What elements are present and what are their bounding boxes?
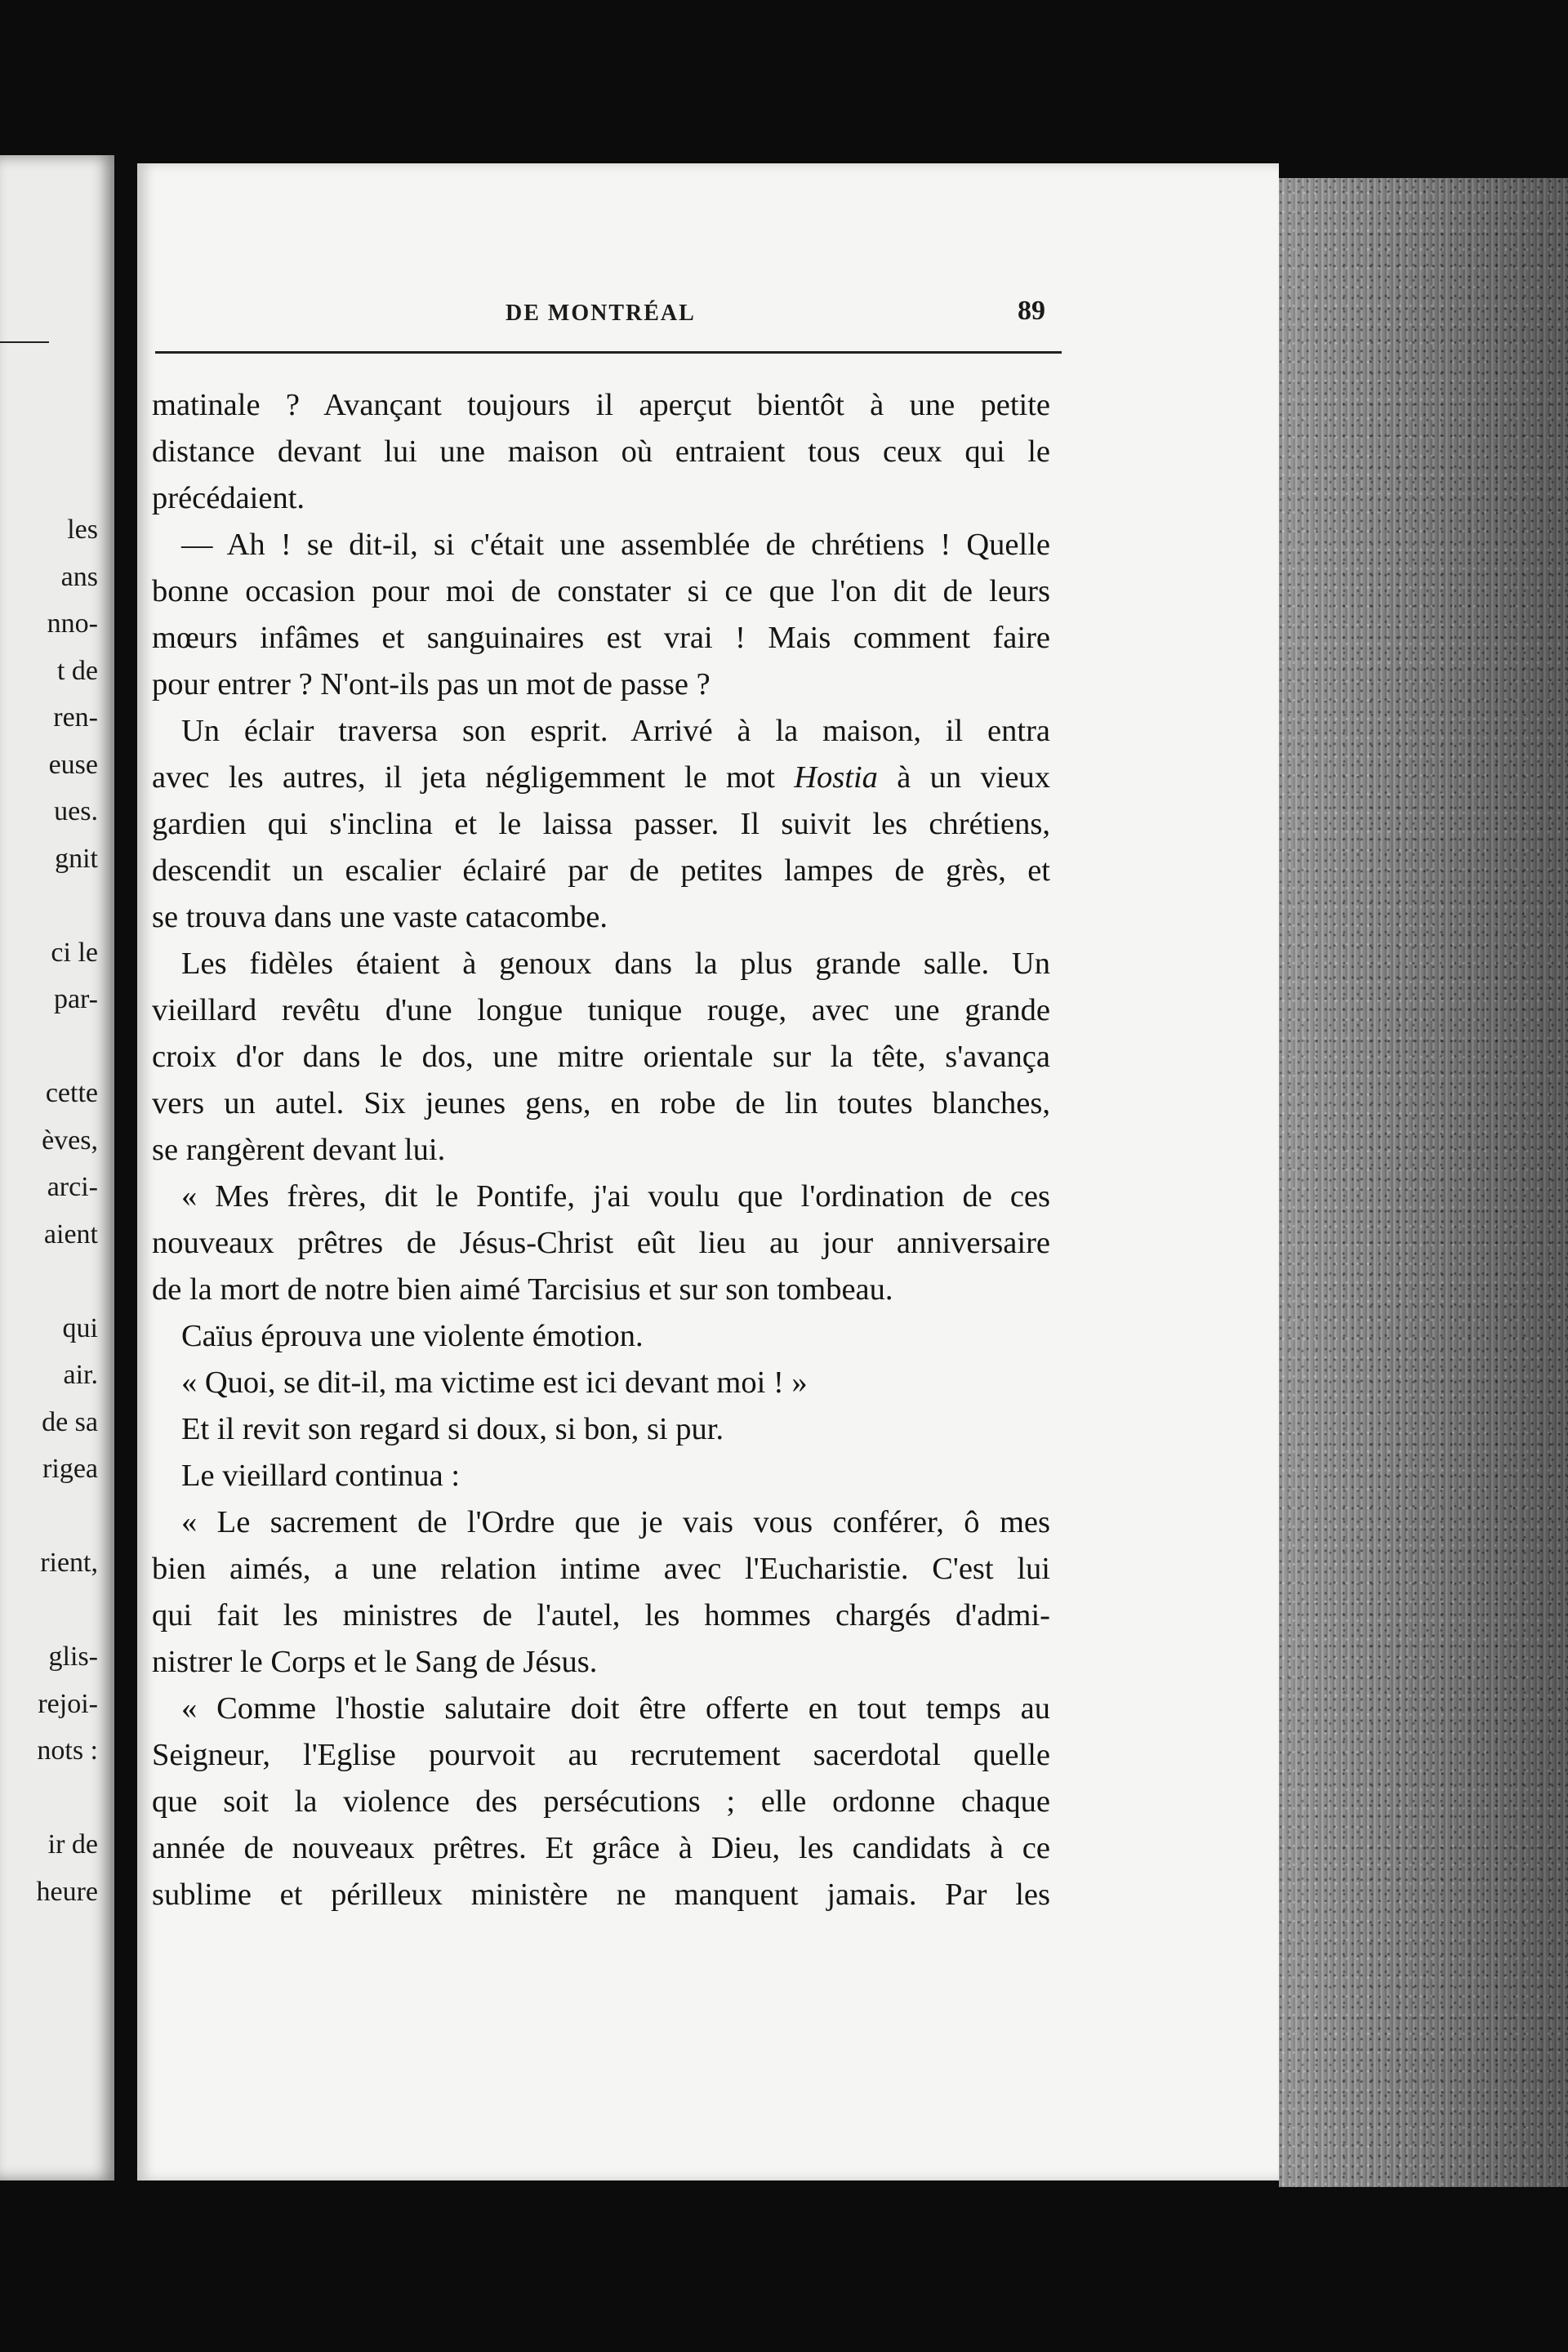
text-line: Caïus éprouva une violente émotion.: [181, 1319, 644, 1353]
text-line: bonne occasion pour moi de constater si ce que l'on dit de leurs: [152, 574, 1050, 608]
left-page-line: par-: [53, 984, 98, 1014]
text-line: Et il revit son regard si doux, si bon, si pur.: [181, 1412, 724, 1446]
text-line: de la mort de notre bien aimé Tarcisius et sur son tombeau.: [152, 1272, 893, 1307]
text-line: précédaient.: [152, 481, 305, 515]
left-page-line: gnit: [55, 844, 98, 874]
text-line: année de nouveaux prêtres. Et grâce à Dieu, les candidats à ce: [152, 1831, 1050, 1865]
text-line: « Comme l'hostie salutaire doit être offerte en tout temps au: [181, 1691, 1050, 1726]
text-line: Seigneur, l'Eglise pourvoit au recrutement sacerdotal quelle: [152, 1738, 1050, 1772]
text-line: gardien qui s'inclina et le laissa passer. Il suivit les chrétiens,: [152, 807, 1050, 841]
text-line: nistrer le Corps et le Sang de Jésus.: [152, 1645, 598, 1679]
text-line: nouveaux prêtres de Jésus-Christ eût lieu au jour anniversaire: [152, 1226, 1050, 1260]
text-line: Les fidèles étaient à genoux dans la plus grande salle. Un: [181, 947, 1050, 981]
text-line: croix d'or dans le dos, une mitre orientale sur la tête, s'avança: [152, 1040, 1050, 1074]
text-line: qui fait les ministres de l'autel, les hommes chargés d'admi-: [152, 1598, 1050, 1633]
book-fore-edge: [1279, 178, 1568, 2187]
text-line: pour entrer ? N'ont-ils pas un mot de passe ?: [152, 667, 710, 702]
left-facing-page: [0, 155, 114, 2180]
left-page-line: glis-: [48, 1642, 98, 1672]
book-page: [137, 163, 1279, 2180]
running-head: DE MONTRÉAL: [506, 301, 696, 326]
left-page-head-rule: [0, 341, 49, 343]
text-segment: à un vieux: [877, 760, 1050, 795]
text-line: sublime et périlleux ministère ne manquent jamais. Par les: [152, 1878, 1050, 1912]
text-segment: avec les autres, il jeta négligemment le mot: [152, 760, 795, 795]
left-page-line: air.: [63, 1360, 98, 1390]
left-page-line: cette: [45, 1078, 98, 1108]
left-page-line: ir de: [47, 1829, 98, 1860]
page-number: 89: [1018, 296, 1045, 326]
left-page-line: ans: [60, 562, 98, 592]
text-line: se trouva dans une vaste catacombe.: [152, 900, 608, 934]
text-line: « Quoi, se dit-il, ma victime est ici devant moi ! »: [181, 1365, 808, 1400]
left-page-line: les: [67, 514, 98, 545]
text-line: Le vieillard continua :: [181, 1459, 461, 1493]
left-page-line: èves,: [42, 1125, 98, 1156]
left-page-line: nots :: [37, 1735, 98, 1766]
left-page-line: arci-: [47, 1172, 98, 1202]
fore-edge-shading: [1279, 178, 1568, 2187]
text-line: « Mes frères, dit le Pontife, j'ai voulu que l'ordination de ces: [181, 1179, 1050, 1214]
text-line: — Ah ! se dit-il, si c'était une assemblée de chrétiens ! Quelle: [181, 528, 1050, 562]
left-page-line: de sa: [42, 1407, 98, 1437]
text-line: mœurs infâmes et sanguinaires est vrai ! Mais comment faire: [152, 621, 1050, 655]
text-line: [152, 755, 1050, 801]
body-text: [152, 382, 1050, 1918]
text-line: bien aimés, a une relation intime avec l'Eucharistie. C'est lui: [152, 1552, 1050, 1586]
left-page-line: rient,: [40, 1548, 98, 1578]
left-page-line: rigea: [42, 1454, 98, 1484]
left-page-line: rejoi-: [38, 1689, 98, 1719]
left-page-line: ues.: [54, 796, 98, 826]
header-rule: [155, 351, 1062, 354]
left-page-line: ci le: [51, 938, 98, 968]
left-page-line: euse: [48, 750, 98, 780]
text-line: que soit la violence des persécutions ; elle ordonne chaque: [152, 1784, 1050, 1819]
text-line: distance devant lui une maison où entraient tous ceux qui le: [152, 434, 1050, 469]
left-page-line: aient: [43, 1219, 98, 1250]
text-line: vieillard revêtu d'une longue tunique rouge, avec une grande: [152, 993, 1050, 1027]
left-page-line: t de: [56, 656, 98, 686]
text-line: vers un autel. Six jeunes gens, en robe de lin toutes blanches,: [152, 1086, 1050, 1120]
left-page-line: nno-: [47, 608, 98, 639]
text-line: se rangèrent devant lui.: [152, 1133, 446, 1167]
left-page-line: qui: [62, 1313, 98, 1343]
left-page-line: heure: [36, 1877, 98, 1907]
text-line: descendit un escalier éclairé par de petites lampes de grès, et: [152, 853, 1050, 888]
italic-word: Hostia: [794, 760, 878, 795]
text-line: « Le sacrement de l'Ordre que je vais vous conférer, ô mes: [181, 1505, 1050, 1539]
left-page-line: ren-: [53, 702, 98, 733]
text-line: matinale ? Avançant toujours il aperçut bientôt à une petite: [152, 388, 1050, 422]
text-line: Un éclair traversa son esprit. Arrivé à la maison, il entra: [181, 714, 1050, 748]
